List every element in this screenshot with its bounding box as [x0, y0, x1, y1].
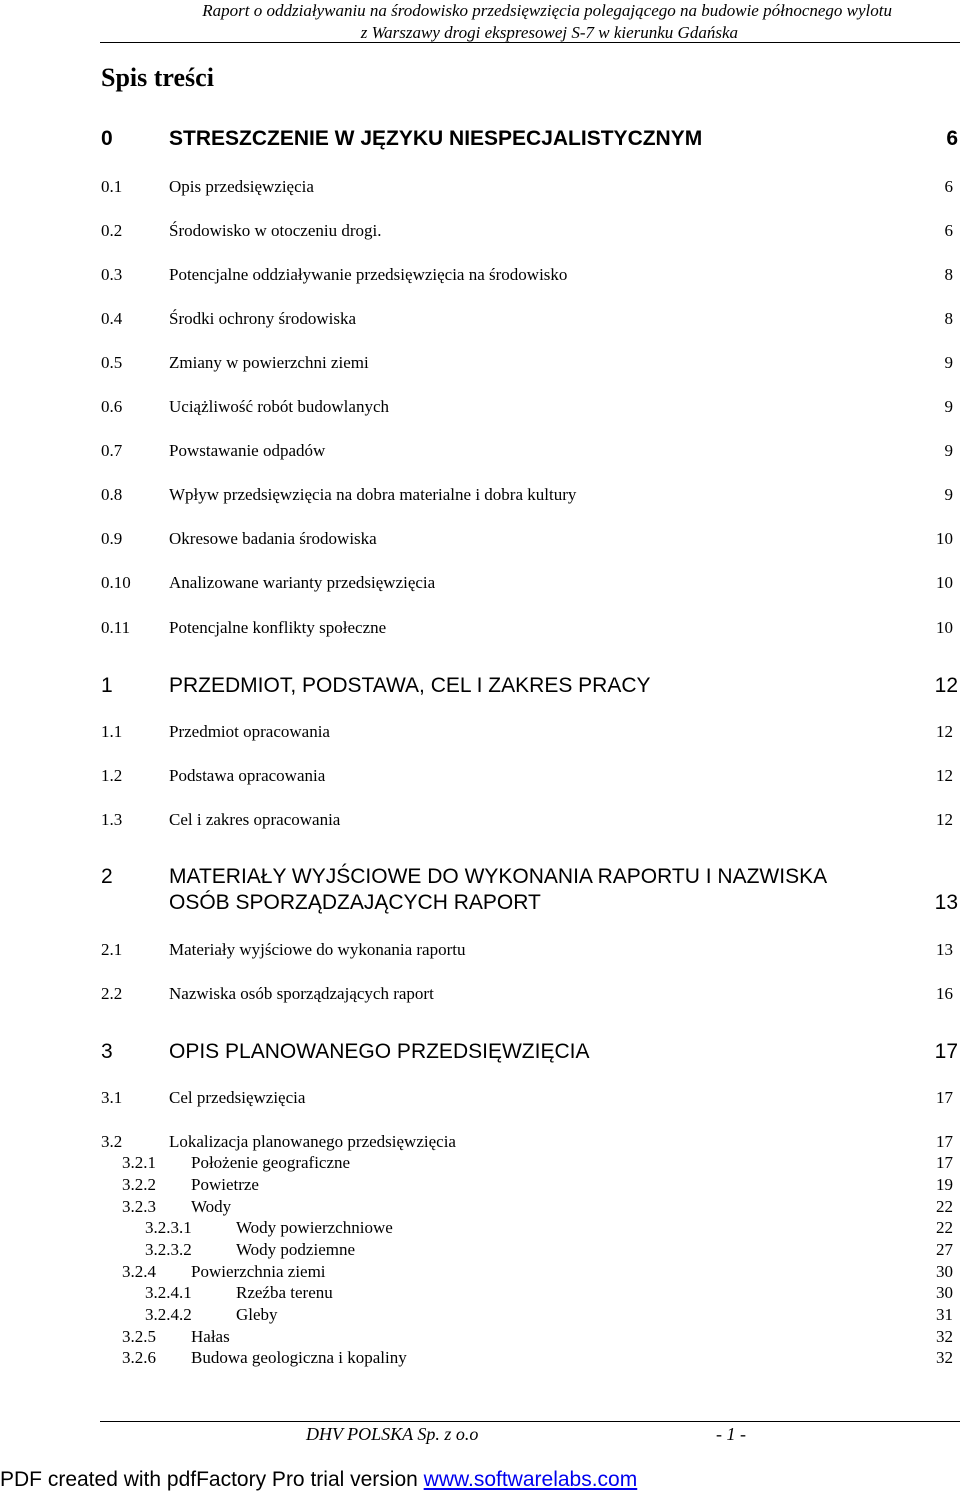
toc-entry-number: 3.2.3.1	[145, 1218, 192, 1237]
toc-entry-title: Powstawanie odpadów	[169, 441, 326, 460]
toc-entry-number: 3.2.3	[122, 1197, 156, 1216]
toc-entry-number: 0.3	[101, 265, 123, 284]
toc-entry-number: 1	[101, 674, 113, 697]
toc-entry-number: 3.2.4.1	[145, 1283, 192, 1302]
toc-entry-title: Wpływ przedsięwzięcia na dobra materialne i dobra kultury	[169, 485, 577, 504]
toc-entry-page: 8	[944, 309, 953, 328]
toc-entry-title: Środki ochrony środowiska	[169, 309, 356, 328]
toc-entry-page: 9	[944, 441, 953, 460]
toc-entry-page: 9	[944, 353, 953, 372]
toc-entry-title: Cel przedsięwzięcia	[169, 1088, 306, 1107]
toc-entry-title: Lokalizacja planowanego przedsięwzięcia	[169, 1132, 456, 1151]
toc-entry-page: 6	[944, 177, 953, 196]
toc-entry-title: Rzeźba terenu	[236, 1283, 333, 1302]
toc-entry-number: 0.10	[101, 573, 131, 592]
toc-entry-page: 17	[934, 1040, 958, 1063]
toc-entry-number: 3	[101, 1040, 113, 1063]
toc-entry-page: 9	[944, 485, 953, 504]
toc-entry-page: 6	[946, 127, 958, 150]
toc-entry-title: Środowisko w otoczeniu drogi.	[169, 221, 382, 240]
toc-entry-title: Opis przedsięwzięcia	[169, 177, 314, 196]
toc-entry-page: 10	[936, 618, 953, 637]
toc-entry-title: OPIS PLANOWANEGO PRZEDSIĘWZIĘCIA	[169, 1040, 590, 1063]
toc-entry-page: 30	[936, 1262, 953, 1281]
toc-entry-title: Przedmiot opracowania	[169, 722, 330, 741]
toc-entry-page: 12	[936, 766, 953, 785]
toc-entry-number: 3.2.6	[122, 1348, 156, 1367]
toc-entry-title: Podstawa opracowania	[169, 766, 326, 785]
toc-entry-number: 3.2.2	[122, 1175, 156, 1194]
toc-entry-title: Nazwiska osób sporządzających raport	[169, 984, 434, 1003]
toc-entry-title: Hałas	[191, 1327, 230, 1346]
pdf-watermark-banner	[0, 1467, 637, 1493]
toc-entry-number: 2	[101, 865, 113, 888]
toc-entry-page: 17	[936, 1153, 953, 1172]
toc-entry-page: 13	[934, 891, 958, 914]
toc-entry-number: 0.9	[101, 529, 123, 548]
toc-entry-title: Powietrze	[191, 1175, 259, 1194]
toc-entry-title: Analizowane warianty przedsięwzięcia	[169, 573, 436, 592]
toc-entry-title: Położenie geograficzne	[191, 1153, 351, 1172]
toc-entry-page: 17	[936, 1088, 953, 1107]
toc-entry-page: 13	[936, 940, 953, 959]
toc-entry-number: 3.1	[101, 1088, 123, 1107]
footer-company: DHV POLSKA Sp. z o.o	[306, 1424, 479, 1444]
toc-entry-page: 12	[936, 722, 953, 741]
toc-entry-title: Wody	[191, 1197, 232, 1216]
toc-entry-title: Cel i zakres opracowania	[169, 810, 341, 829]
toc-entry-number: 1.3	[101, 810, 123, 829]
toc-entry-number: 0.4	[101, 309, 123, 328]
toc-entry-page: 19	[936, 1175, 953, 1194]
toc-entry-number: 0.5	[101, 353, 123, 372]
toc-entry-title: MATERIAŁY WYJŚCIOWE DO WYKONANIA RAPORTU I NAZWISKA	[169, 865, 828, 888]
toc-entry-page: 10	[936, 529, 953, 548]
toc-entry-title: Wody powierzchniowe	[236, 1218, 393, 1237]
toc-entry-page: 16	[936, 984, 953, 1003]
toc-entry-page: 12	[936, 810, 953, 829]
toc-entry-number: 2.1	[101, 940, 123, 959]
toc-entry-title-continued: OSÓB SPORZĄDZAJĄCYCH RAPORT	[169, 891, 541, 914]
toc-entry-number: 3.2.5	[122, 1327, 156, 1346]
toc-entry-number: 0.8	[101, 485, 123, 504]
toc-entry-number: 2.2	[101, 984, 123, 1003]
toc-entry-title: Gleby	[236, 1305, 278, 1324]
toc-entry-page: 17	[936, 1132, 953, 1151]
toc-entry-title: Powierzchnia ziemi	[191, 1262, 326, 1281]
toc-entry-page: 6	[944, 221, 953, 240]
toc-entry-number: 0.2	[101, 221, 123, 240]
page-number: - 1 -	[716, 1424, 746, 1444]
footer-divider	[100, 1421, 960, 1422]
toc-entry-title: PRZEDMIOT, PODSTAWA, CEL I ZAKRES PRACY	[169, 674, 651, 697]
toc-entry-number: 0.7	[101, 441, 123, 460]
toc-entry-title: Zmiany w powierzchni ziemi	[169, 353, 369, 372]
toc-entry-number: 1.2	[101, 766, 123, 785]
toc-title: Spis treści	[101, 63, 214, 92]
toc-entry-page: 27	[936, 1240, 953, 1259]
toc-entry-number: 0.11	[101, 618, 131, 637]
toc-entry-title: STRESZCZENIE W JĘZYKU NIESPECJALISTYCZNYM	[169, 127, 703, 150]
toc-entry-page: 22	[936, 1218, 953, 1237]
running-header	[100, 0, 960, 43]
toc-entry-number: 1.1	[101, 722, 123, 741]
toc-entry-title: Wody podziemne	[236, 1240, 356, 1259]
toc-entry-page: 31	[936, 1305, 953, 1324]
header-line-2: z Warszawy drogi ekspresowej S-7 w kierunku Gdańska	[360, 23, 738, 42]
header-line-1: Raport o oddziaływaniu na środowisko przedsięwzięcia polegającego na budowie północnego wylotu	[202, 1, 892, 20]
toc-entry-title: Okresowe badania środowiska	[169, 529, 377, 548]
toc-entry-page: 8	[944, 265, 953, 284]
banner-link[interactable]: www.softwarelabs.com	[423, 1468, 638, 1491]
toc-entry-number: 3.2.1	[122, 1153, 156, 1172]
toc-entry-number: 0.1	[101, 177, 123, 196]
toc-entry-page: 10	[936, 573, 953, 592]
toc-entry-page: 32	[936, 1348, 953, 1367]
toc-entry-title: Materiały wyjściowe do wykonania raportu	[169, 940, 466, 959]
toc-entry-page: 32	[936, 1327, 953, 1346]
toc-entry-number: 0	[101, 127, 113, 150]
toc-entry-page: 30	[936, 1283, 953, 1302]
toc-entry-number: 3.2	[101, 1132, 123, 1151]
toc-entry-page: 9	[944, 397, 953, 416]
toc-entry-number: 3.2.4	[122, 1262, 156, 1281]
banner-text: PDF created with pdfFactory Pro trial version	[0, 1468, 424, 1491]
toc-entry-number: 3.2.3.2	[145, 1240, 192, 1259]
toc-entry-title: Potencjalne konflikty społeczne	[169, 618, 387, 637]
toc-entry-page: 12	[934, 674, 958, 697]
toc-entry-number: 3.2.4.2	[145, 1305, 192, 1324]
toc-entry-title: Potencjalne oddziaływanie przedsięwzięcia na środowisko	[169, 265, 568, 284]
toc-entry-title: Uciążliwość robót budowlanych	[169, 397, 389, 416]
toc-entry-page: 22	[936, 1197, 953, 1216]
toc-entry-title: Budowa geologiczna i kopaliny	[191, 1348, 407, 1367]
toc-entry-number: 0.6	[101, 397, 123, 416]
